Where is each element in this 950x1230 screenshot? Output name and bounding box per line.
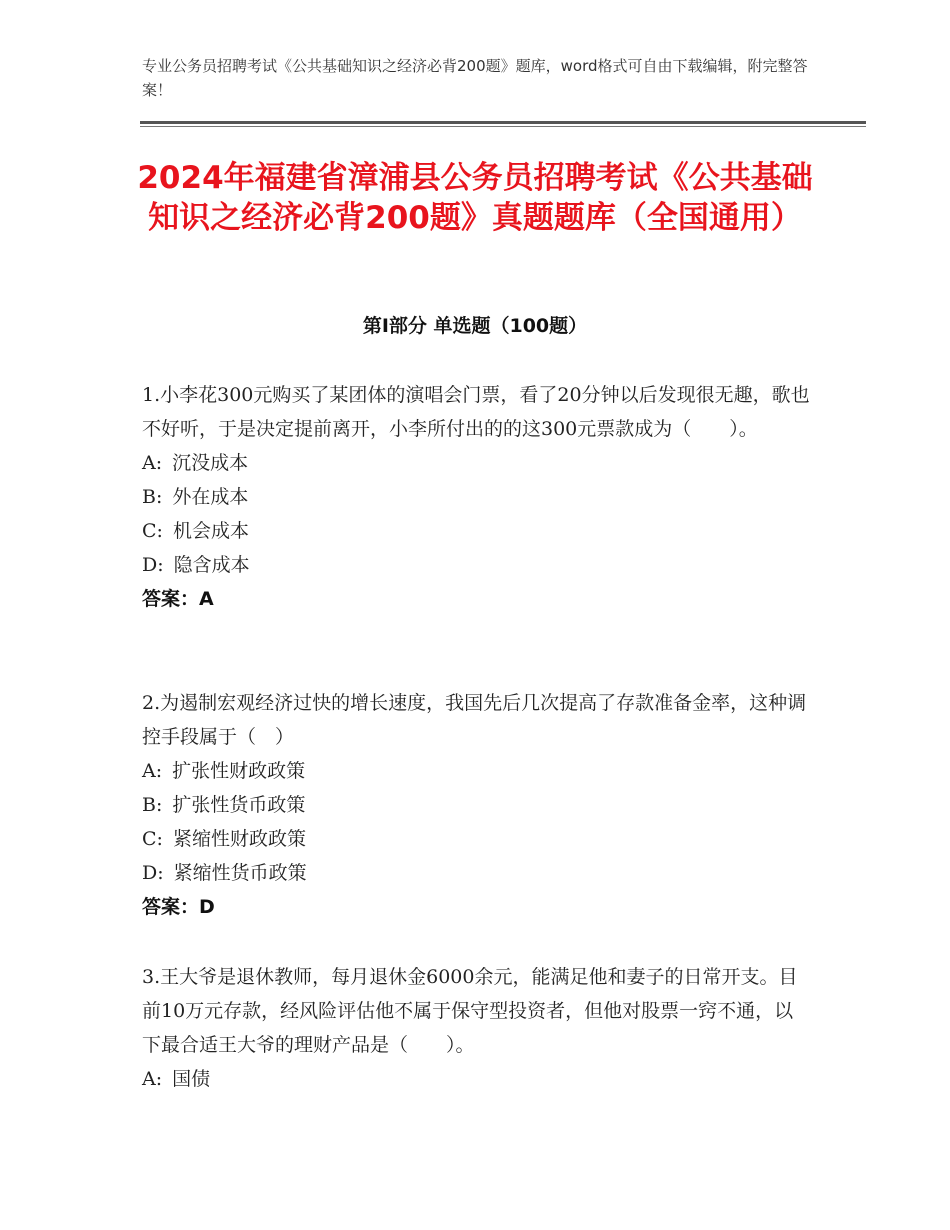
option-letter: A: <box>142 760 163 782</box>
header-note: 专业公务员招聘考试《公共基础知识之经济必背200题》题库，word格式可自由下载编辑，附完整答案！ <box>142 57 808 99</box>
option-text: 外在成本 <box>172 486 249 508</box>
option-text: 机会成本 <box>172 520 249 542</box>
question-stem: 3.王大爷是退休教师，每月退休金6000余元，能满足他和妻子的日常开支。目前10万元存款，经风险评估他不属于保守型投资者，但他对股票一窍不通，以下最合适王大爷的理财产品是（ ）。 <box>142 966 798 1056</box>
option-letter: B: <box>142 486 163 508</box>
option-d <box>142 856 812 890</box>
option-a <box>142 754 812 788</box>
option-text: 紧缩性财政政策 <box>172 828 306 850</box>
question-2 <box>142 686 812 924</box>
option-letter: A: <box>142 452 163 474</box>
question-stem: 2.为遏制宏观经济过快的增长速度，我国先后几次提高了存款准备金率，这种调控手段属于（ ） <box>142 692 807 748</box>
question-stem: 1.小李花300元购买了某团体的演唱会门票，看了20分钟以后发现很无趣，歌也不好听，于是决定提前离开，小李所付出的的这300元票款成为（ ）。 <box>142 384 810 440</box>
question-1 <box>142 378 812 616</box>
option-c <box>142 822 812 856</box>
document-title: 2024年福建省漳浦县公务员招聘考试《公共基础知识之经济必背200题》真题题库（全国通用） <box>137 160 813 236</box>
option-letter: A: <box>142 1068 163 1090</box>
option-a <box>142 1062 812 1096</box>
header-rule-thick <box>140 121 866 124</box>
option-text: 紧缩性货币政策 <box>173 862 307 884</box>
answer-label: 答案：A <box>142 588 214 610</box>
option-letter: D: <box>142 554 164 576</box>
option-c <box>142 514 812 548</box>
option-letter: C: <box>142 828 163 850</box>
section-title: 第Ⅰ部分 单选题（100题） <box>362 315 588 337</box>
option-b <box>142 788 812 822</box>
option-text: 扩张性财政政策 <box>172 760 306 782</box>
option-letter: C: <box>142 520 163 542</box>
answer-label: 答案：D <box>142 896 215 918</box>
option-a <box>142 446 812 480</box>
option-d <box>142 548 812 582</box>
option-letter: B: <box>142 794 163 816</box>
question-3 <box>142 960 812 1096</box>
header-rule-thin <box>140 126 866 127</box>
option-letter: D: <box>142 862 164 884</box>
option-text: 隐含成本 <box>173 554 250 576</box>
option-text: 扩张性货币政策 <box>172 794 306 816</box>
option-text: 沉没成本 <box>172 452 249 474</box>
option-b <box>142 480 812 514</box>
option-text: 国债 <box>172 1068 211 1090</box>
